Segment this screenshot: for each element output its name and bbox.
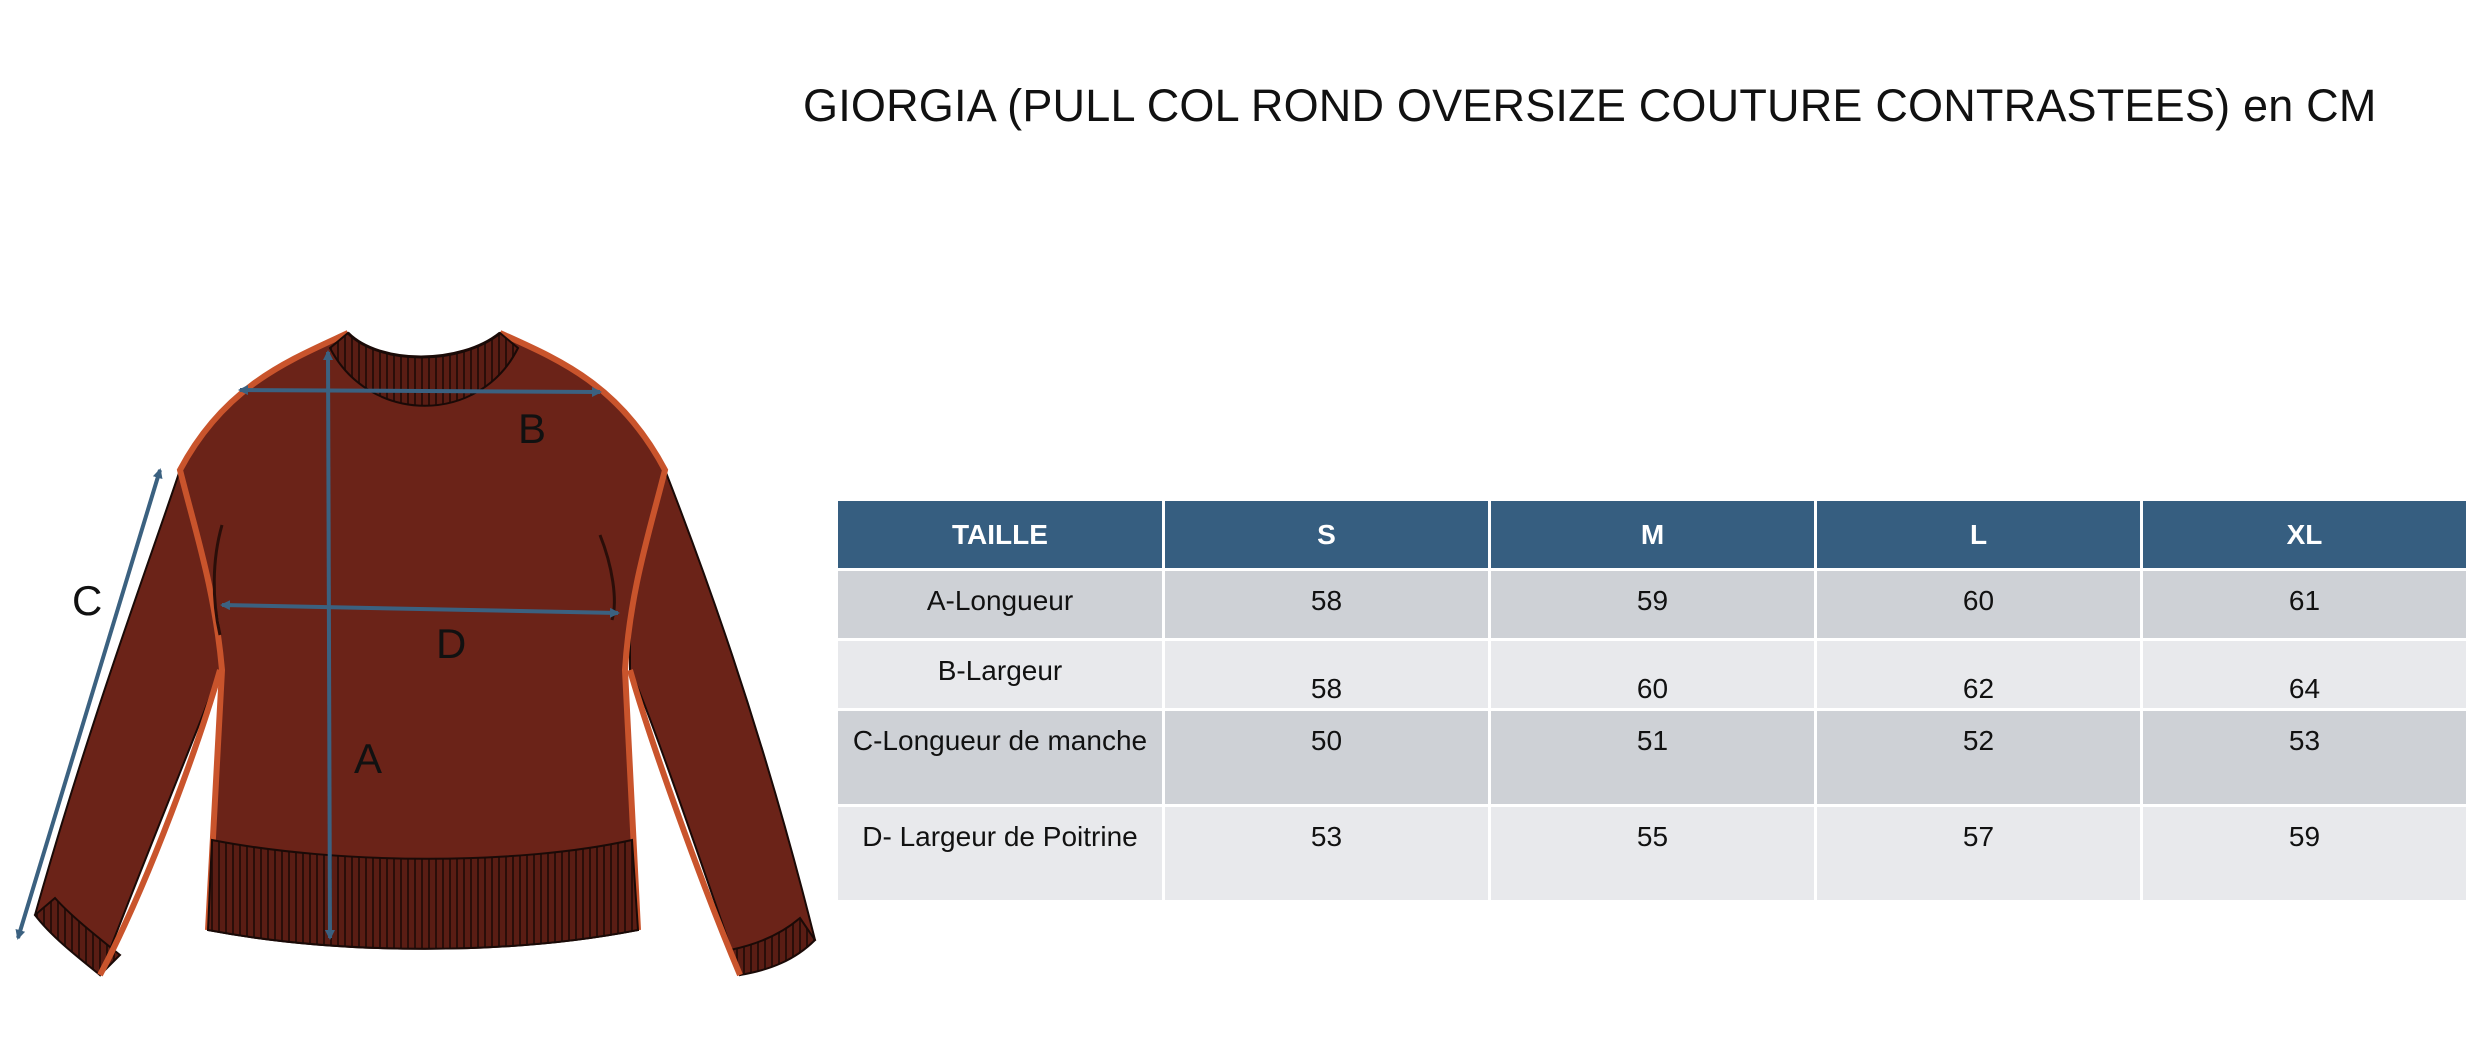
cell-value: 59 bbox=[2142, 806, 2468, 902]
cell-value: 64 bbox=[2142, 640, 2468, 710]
right-sleeve bbox=[630, 470, 815, 975]
dimension-label-b: B bbox=[518, 405, 547, 452]
row-label: D- Largeur de Poitrine bbox=[837, 806, 1164, 902]
cell-value: 50 bbox=[1164, 710, 1490, 806]
cell-value: 57 bbox=[1816, 806, 2142, 902]
header-m: M bbox=[1490, 500, 1816, 570]
row-label: C-Longueur de manche bbox=[837, 710, 1164, 806]
size-chart-table bbox=[835, 498, 2469, 903]
cell-value: 61 bbox=[2142, 570, 2468, 640]
sweater-illustration bbox=[0, 300, 830, 1000]
header-l: L bbox=[1816, 500, 2142, 570]
cell-value: 52 bbox=[1816, 710, 2142, 806]
cell-value: 53 bbox=[2142, 710, 2468, 806]
cell-value: 59 bbox=[1490, 570, 1816, 640]
left-sleeve bbox=[35, 470, 220, 975]
table-header-row bbox=[837, 500, 2468, 570]
table-row bbox=[837, 640, 2468, 710]
cell-value: 60 bbox=[1490, 640, 1816, 710]
header-s: S bbox=[1164, 500, 1490, 570]
sweater-diagram bbox=[0, 300, 830, 1000]
table-row bbox=[837, 570, 2468, 640]
row-label: A-Longueur bbox=[837, 570, 1164, 640]
dimension-label-c: C bbox=[72, 577, 103, 624]
cell-value: 55 bbox=[1490, 806, 1816, 902]
header-size: TAILLE bbox=[837, 500, 1164, 570]
arrow-a-length bbox=[328, 352, 330, 938]
cell-value: 58 bbox=[1164, 570, 1490, 640]
dimension-label-d: D bbox=[436, 620, 467, 667]
header-xl: XL bbox=[2142, 500, 2468, 570]
page-title: GIORGIA (PULL COL ROND OVERSIZE COUTURE CONTRASTEES) en CM bbox=[803, 80, 2377, 131]
cell-value: 60 bbox=[1816, 570, 2142, 640]
arrow-b-width bbox=[240, 390, 600, 392]
cell-value: 62 bbox=[1816, 640, 2142, 710]
table-row bbox=[837, 806, 2468, 902]
cell-value: 53 bbox=[1164, 806, 1490, 902]
table-row bbox=[837, 710, 2468, 806]
dimension-label-a: A bbox=[354, 735, 383, 782]
cell-value: 58 bbox=[1164, 640, 1490, 710]
row-label: B-Largeur bbox=[837, 640, 1164, 710]
cell-value: 51 bbox=[1490, 710, 1816, 806]
